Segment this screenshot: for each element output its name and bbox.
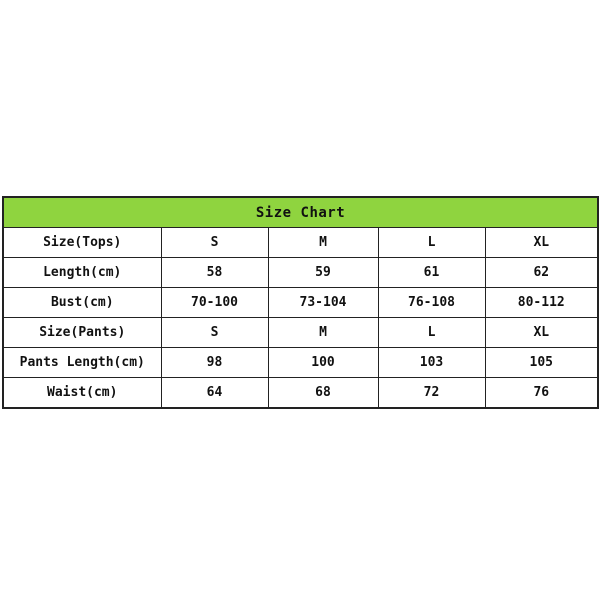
table-cell: 64 — [161, 378, 268, 409]
row-label: Size(Pants) — [3, 318, 161, 348]
table-cell: XL — [485, 318, 598, 348]
table-cell: 68 — [268, 378, 378, 409]
row-label: Size(Tops) — [3, 228, 161, 258]
row-label: Pants Length(cm) — [3, 348, 161, 378]
table-cell: 76-108 — [378, 288, 485, 318]
row-label: Waist(cm) — [3, 378, 161, 409]
row-label: Bust(cm) — [3, 288, 161, 318]
table-cell: M — [268, 228, 378, 258]
table-cell: S — [161, 228, 268, 258]
table-cell: 105 — [485, 348, 598, 378]
table-cell: S — [161, 318, 268, 348]
table-cell: L — [378, 228, 485, 258]
table-title: Size Chart — [3, 197, 598, 228]
table-cell: 100 — [268, 348, 378, 378]
table-cell: 72 — [378, 378, 485, 409]
table-cell: 103 — [378, 348, 485, 378]
table-cell: 58 — [161, 258, 268, 288]
table-row-pants-length — [3, 348, 598, 378]
table-cell: L — [378, 318, 485, 348]
table-cell: 62 — [485, 258, 598, 288]
table-cell: 98 — [161, 348, 268, 378]
table-cell: 61 — [378, 258, 485, 288]
table-row-waist — [3, 378, 598, 409]
table-row-bust — [3, 288, 598, 318]
table-header-row — [3, 197, 598, 228]
table-row-size-tops — [3, 228, 598, 258]
table-cell: 80-112 — [485, 288, 598, 318]
size-chart-table — [2, 196, 599, 409]
table-cell: XL — [485, 228, 598, 258]
table-cell: 70-100 — [161, 288, 268, 318]
table-cell: 73-104 — [268, 288, 378, 318]
table-row-size-pants — [3, 318, 598, 348]
row-label: Length(cm) — [3, 258, 161, 288]
table-cell: 76 — [485, 378, 598, 409]
table-row-length — [3, 258, 598, 288]
table-cell: M — [268, 318, 378, 348]
table-cell: 59 — [268, 258, 378, 288]
